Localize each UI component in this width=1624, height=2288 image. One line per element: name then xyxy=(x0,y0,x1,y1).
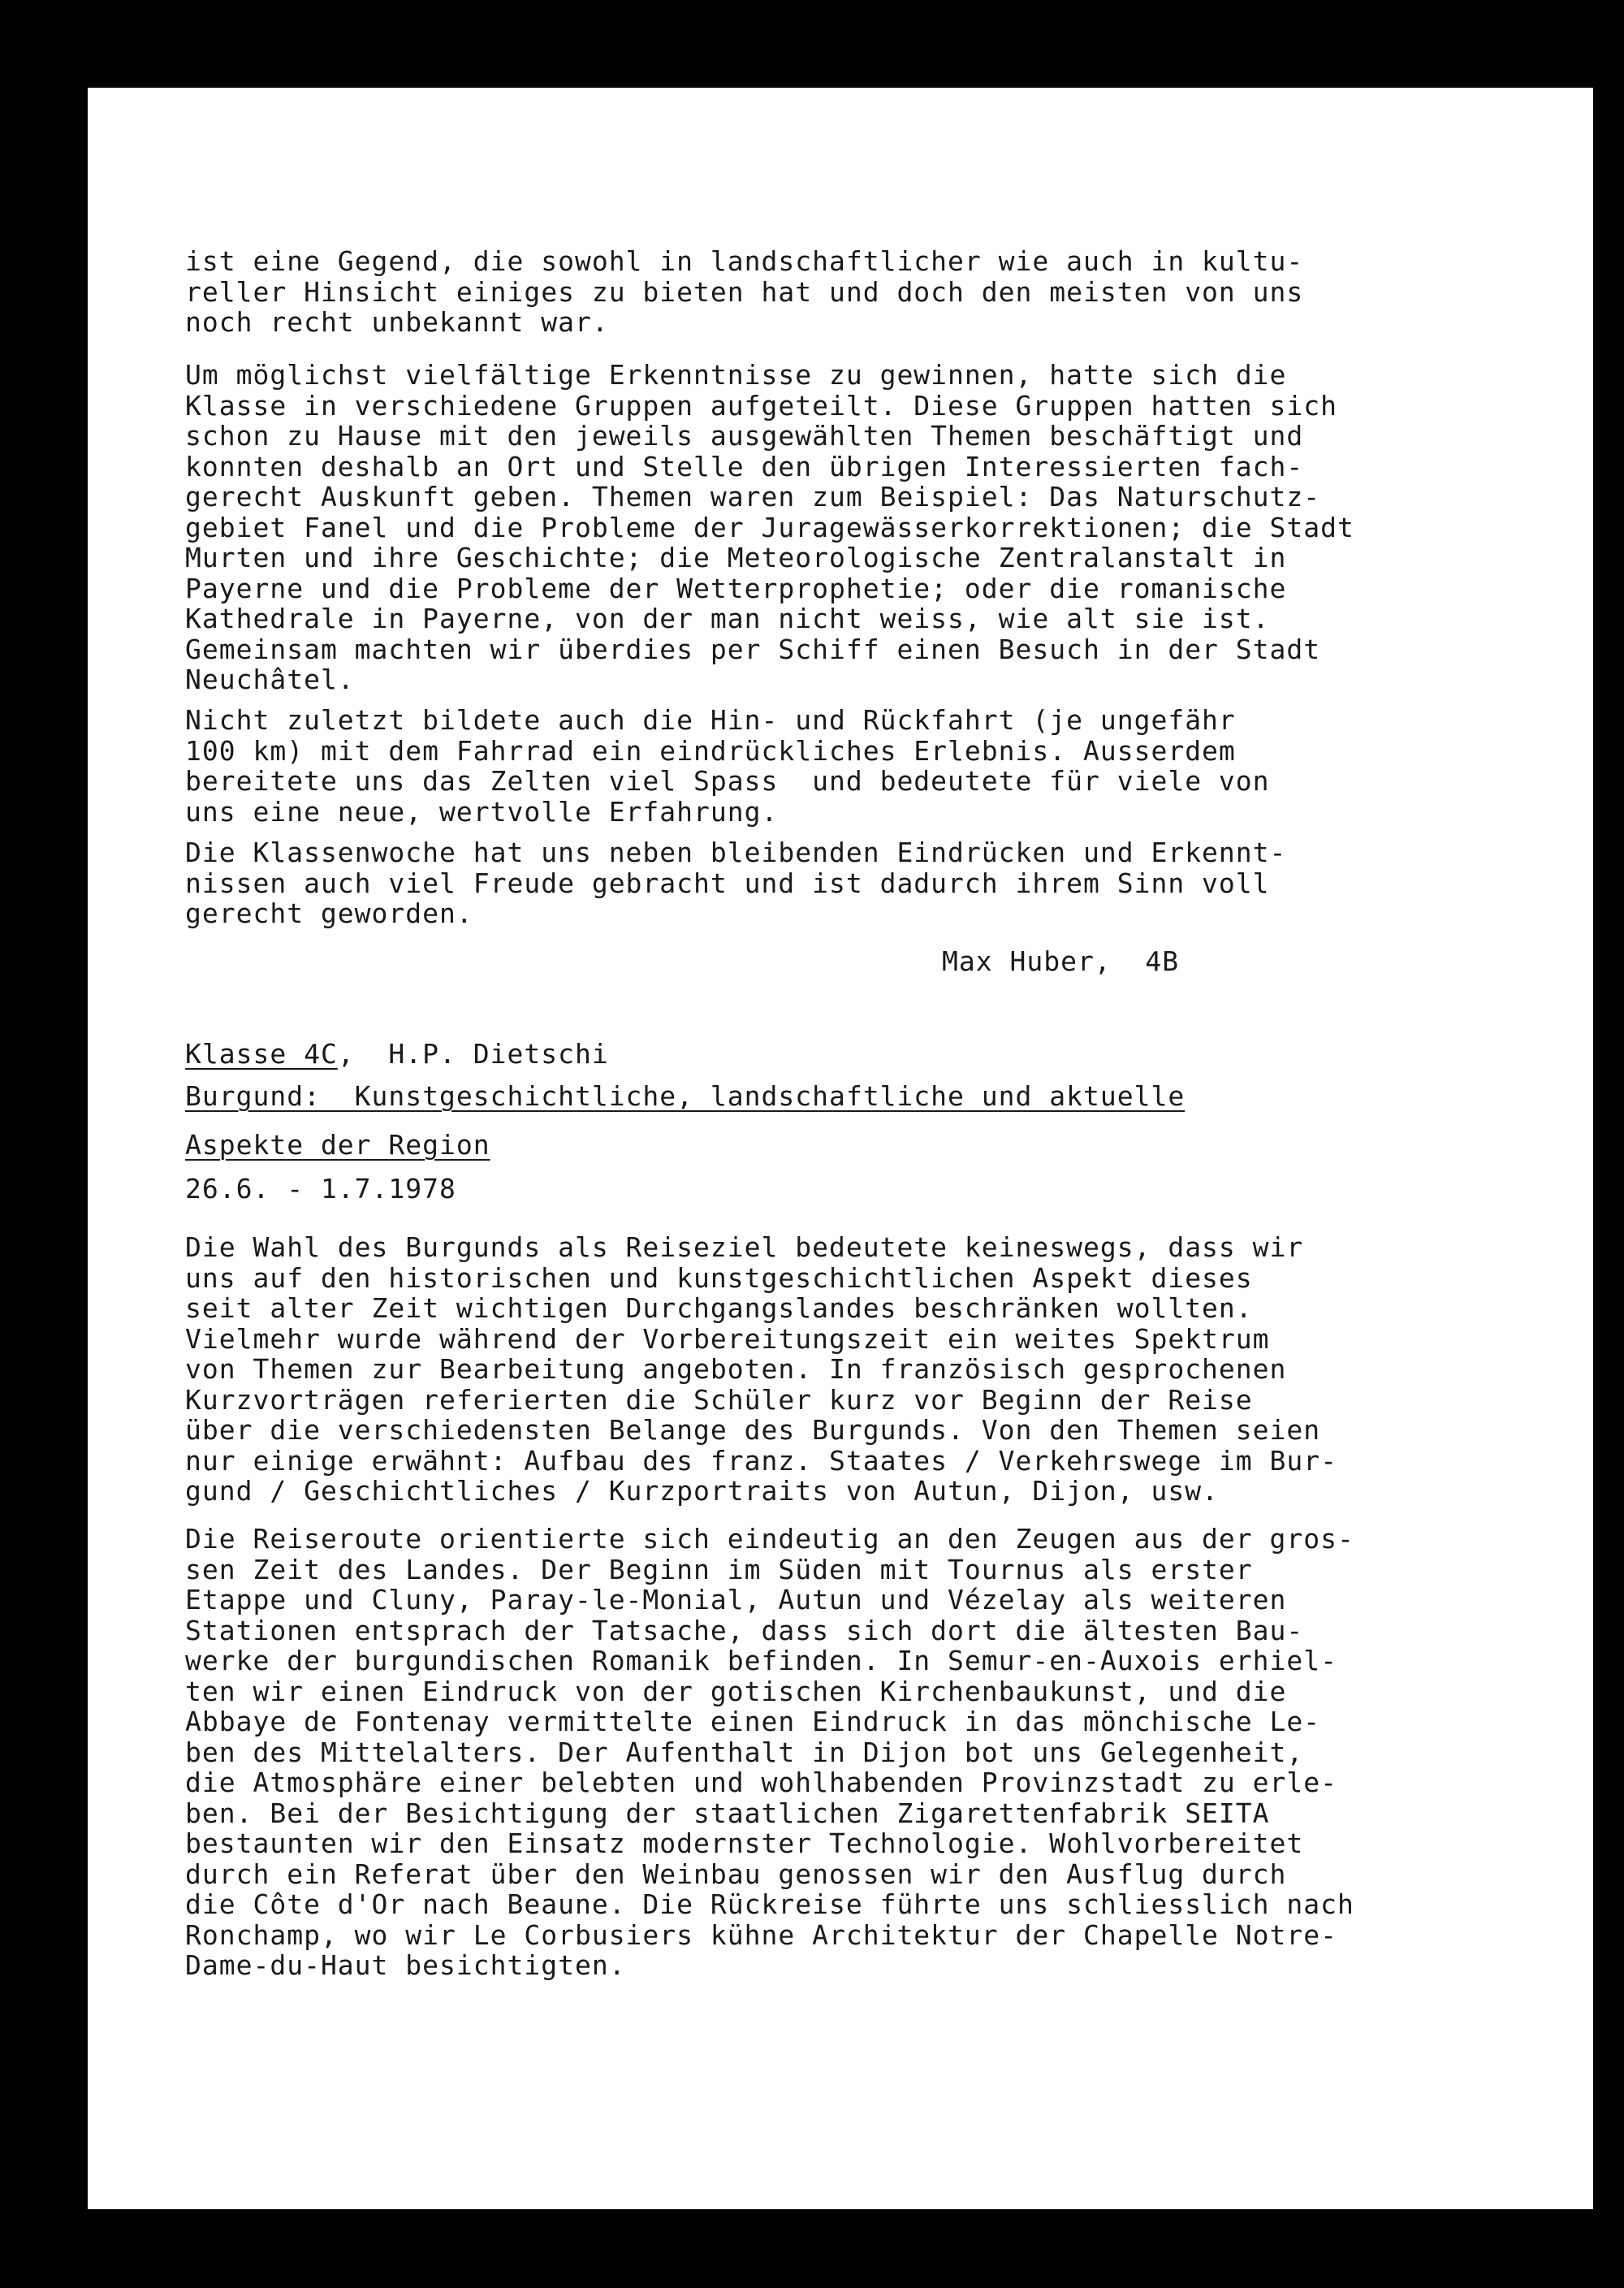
paragraph-intro-2: Um möglichst vielfältige Erkenntnisse zu gewinnen, hatte sich die Klasse in verschiedene Gruppen aufgeteilt. Diese Gruppen hatten sich schon zu Hause mit den jeweils ausgewählten Themen beschäftigt und konnten deshalb an Ort und Stelle den übrigen Interessierten fach- gerecht Auskunft geben. Themen waren zum Beispiel: Das Naturschutz- gebiet Fanel und die Probleme der Juragewässerkorrektionen; die Stadt Murten und ihre Geschichte; die Meteorologische Zentralanstalt in Payerne und die Probleme der Wetterprophetie; oder die romanische Kathedrale in Payerne, von der man nicht weiss, wie alt sie ist. Gemeinsam machten wir überdies per Schiff einen Besuch in der Stadt Neuchâtel. xyxy=(185,359,1354,695)
paragraph-intro-3: Nicht zuletzt bildete auch die Hin- und Rückfahrt (je ungefähr 100 km) mit dem Fahrrad ein eindrückliches Erlebnis. Ausserdem bereitete uns das Zelten viel Spass und bedeutete für viele von uns eine neue, wertvolle Erfahrung. xyxy=(185,704,1270,828)
paragraph-section-1: Die Wahl des Burgunds als Reiseziel bedeutete keineswegs, dass wir uns auf den historischen und kunstgeschichtlichen Aspekt dieses seit alter Zeit wichtigen Durchgangslandes beschränken wollten. Vielmehr wurde während der Vorbereitungszeit ein weites Spektrum von Themen zur Bearbeitung angeboten. In französisch gesprochenen Kurzvorträgen referierten die Schüler kurz vor Beginn der Reise über die verschiedensten Belange des Burgunds. Von den Themen seien nur einige erwähnt: Aufbau des franz. Staates / Verkehrswege im Bur- gund / Geschichtliches / Kurzportraits von Autun, Dijon, usw. xyxy=(185,1231,1338,1507)
class-label: Klasse 4C xyxy=(185,1038,338,1070)
section-dates: 26.6. - 1.7.1978 xyxy=(185,1173,456,1205)
section-title-line-1: Burgund: Kunstgeschichtliche, landschaftliche und aktuelle xyxy=(185,1080,1186,1112)
signature: Max Huber, 4B xyxy=(942,945,1180,977)
teacher-name: , H.P. Dietschi xyxy=(337,1038,609,1070)
paragraph-intro-4: Die Klassenwoche hat uns neben bleibenden Eindrücken und Erkennt- nissen auch viel Freude gebracht und ist dadurch ihrem Sinn voll gerecht geworden. xyxy=(185,837,1287,929)
section-class-line xyxy=(185,1038,609,1070)
paragraph-intro-1: ist eine Gegend, die sowohl in landschaftlicher wie auch in kultu- reller Hinsicht einiges zu bieten hat und doch den meisten von uns noch recht unbekannt war. xyxy=(185,245,1304,338)
section-title-line-2: Aspekte der Region xyxy=(185,1129,490,1161)
paragraph-section-2: Die Reiseroute orientierte sich eindeutig an den Zeugen aus der gros- sen Zeit des Landes. Der Beginn im Süden mit Tournus als erster Etappe und Cluny, Paray-le-Monial, Autun und Vézelay als weiteren Stationen entsprach der Tatsache, dass sich dort die ältesten Bau- werke der burgundischen Romanik befinden. In Semur-en-Auxois erhiel- ten wir einen Eindruck von der gotischen Kirchenbaukunst, und die Abbaye de Fontenay vermittelte einen Eindruck in das mönchische Le- ben des Mittelalters. Der Aufenthalt in Dijon bot uns Gelegenheit, die Atmosphäre einer belebten und wohlhabenden Provinzstadt zu erle- ben. Bei der Besichtigung der staatlichen Zigarettenfabrik SEITA bestaunten wir den Einsatz modernster Technologie. Wohlvorbereitet durch ein Referat über den Weinbau genossen wir den Ausflug durch die Côte d'Or nach Beaune. Die Rückreise führte uns schliesslich nach Ronchamp, wo wir Le Corbusiers kühne Architektur der Chapelle Notre- Dame-du-Haut besichtigten. xyxy=(185,1523,1354,1981)
